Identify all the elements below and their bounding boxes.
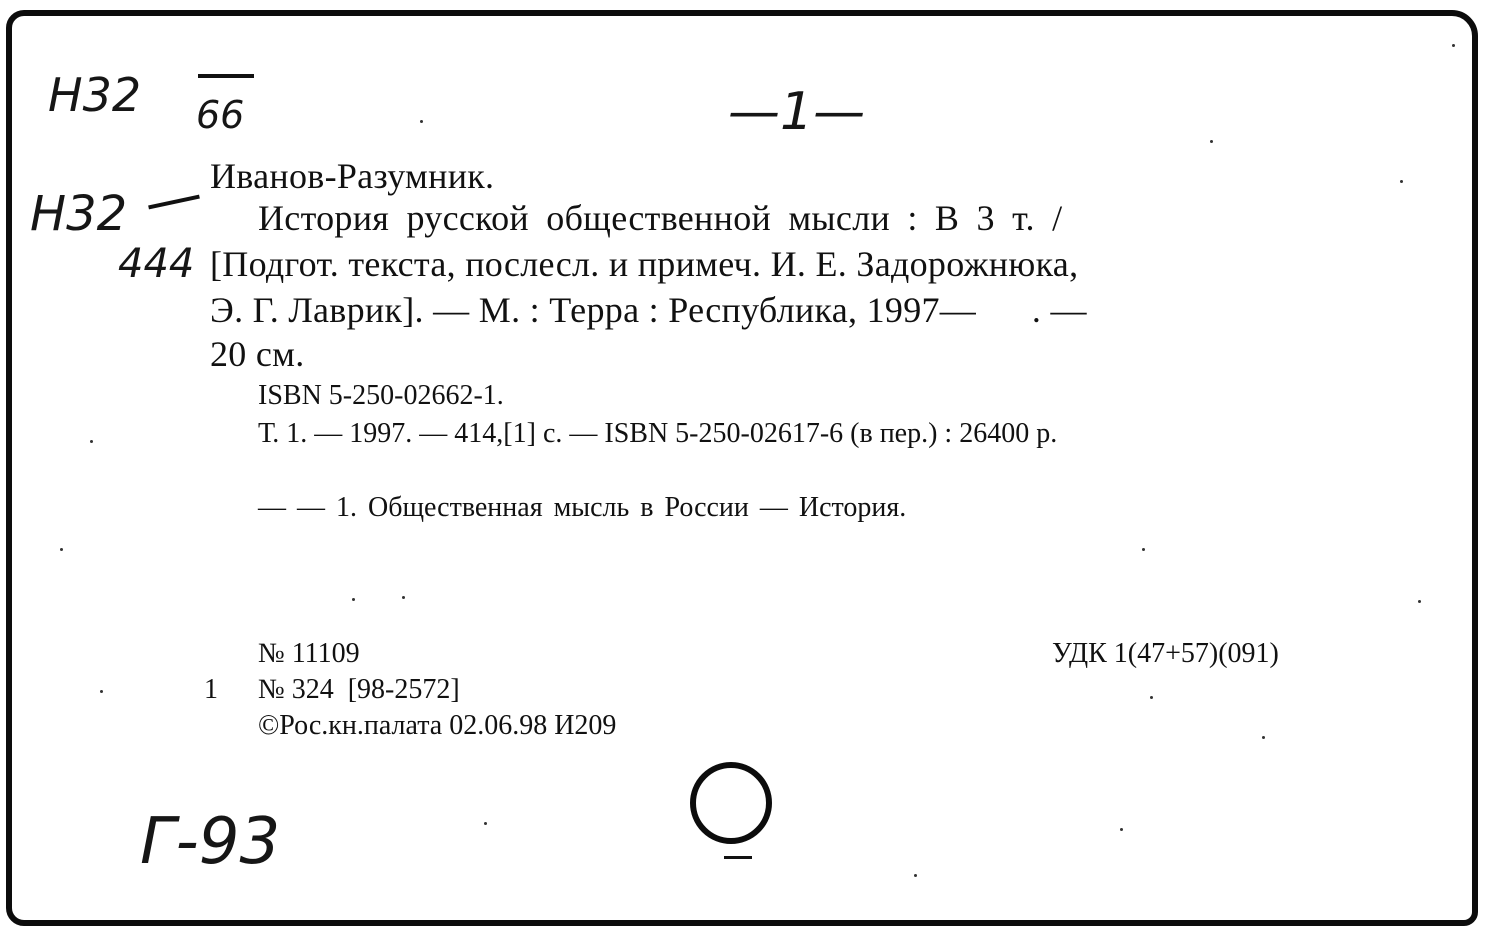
scan-speck: [402, 596, 405, 599]
scan-speck: [1120, 828, 1123, 831]
title-line-2: [Подгот. текста, послесл. и примеч. И. Е. Задорожнюка,: [210, 244, 1079, 284]
scan-speck: [1210, 140, 1213, 143]
author-heading: Иванов-Разумник.: [210, 156, 495, 196]
scan-speck: [1418, 600, 1421, 603]
order-number: № 324 [98-2572]: [258, 674, 460, 705]
subject-heading: — — 1. Общественная мысль в России — История.: [258, 492, 907, 523]
record-number: № 11109: [258, 638, 360, 669]
scan-speck: [1452, 44, 1455, 47]
scan-speck: [1400, 180, 1403, 183]
isbn-set: ISBN 5-250-02662-1.: [258, 380, 504, 411]
title-line-3: Э. Г. Лаврик]. — М. : Терра : Республика, 1997— . —: [210, 290, 1087, 330]
book-chamber: ©Рос.кн.палата 02.06.98 И209: [258, 710, 617, 741]
punch-hole-mark: [724, 856, 752, 859]
scan-speck: [60, 548, 63, 551]
scan-speck: [1262, 736, 1265, 739]
shelf-mark-top: Н32: [48, 68, 142, 122]
scan-speck: [1142, 548, 1145, 551]
shelf-mark-2-top: Н32: [30, 186, 128, 242]
fraction-line: [198, 74, 254, 78]
order-prefix: 1: [204, 674, 218, 705]
volume-description: Т. 1. — 1997. — 414,[1] с. — ISBN 5-250-02617-6 (в пер.) : 26400 р.: [258, 418, 1058, 449]
punch-hole: [690, 762, 772, 844]
scan-speck: [100, 690, 103, 693]
scan-speck: [914, 874, 917, 877]
card-number: —1—: [728, 82, 866, 142]
shelf-mark-2-bottom: 444: [118, 241, 195, 287]
udk-code: УДК 1(47+57)(091): [1052, 638, 1279, 669]
scan-speck: [1150, 696, 1153, 699]
scan-speck: [484, 822, 487, 825]
scan-speck: [352, 598, 355, 601]
title-line-1: История русской общественной мысли : В 3 т. /: [258, 198, 1063, 238]
shelf-mark-fraction: 66: [196, 93, 245, 137]
scan-speck: [90, 440, 93, 443]
inventory-number: Г-93: [140, 805, 281, 879]
scan-speck: [420, 120, 423, 123]
physical-size: 20 см.: [210, 334, 305, 374]
